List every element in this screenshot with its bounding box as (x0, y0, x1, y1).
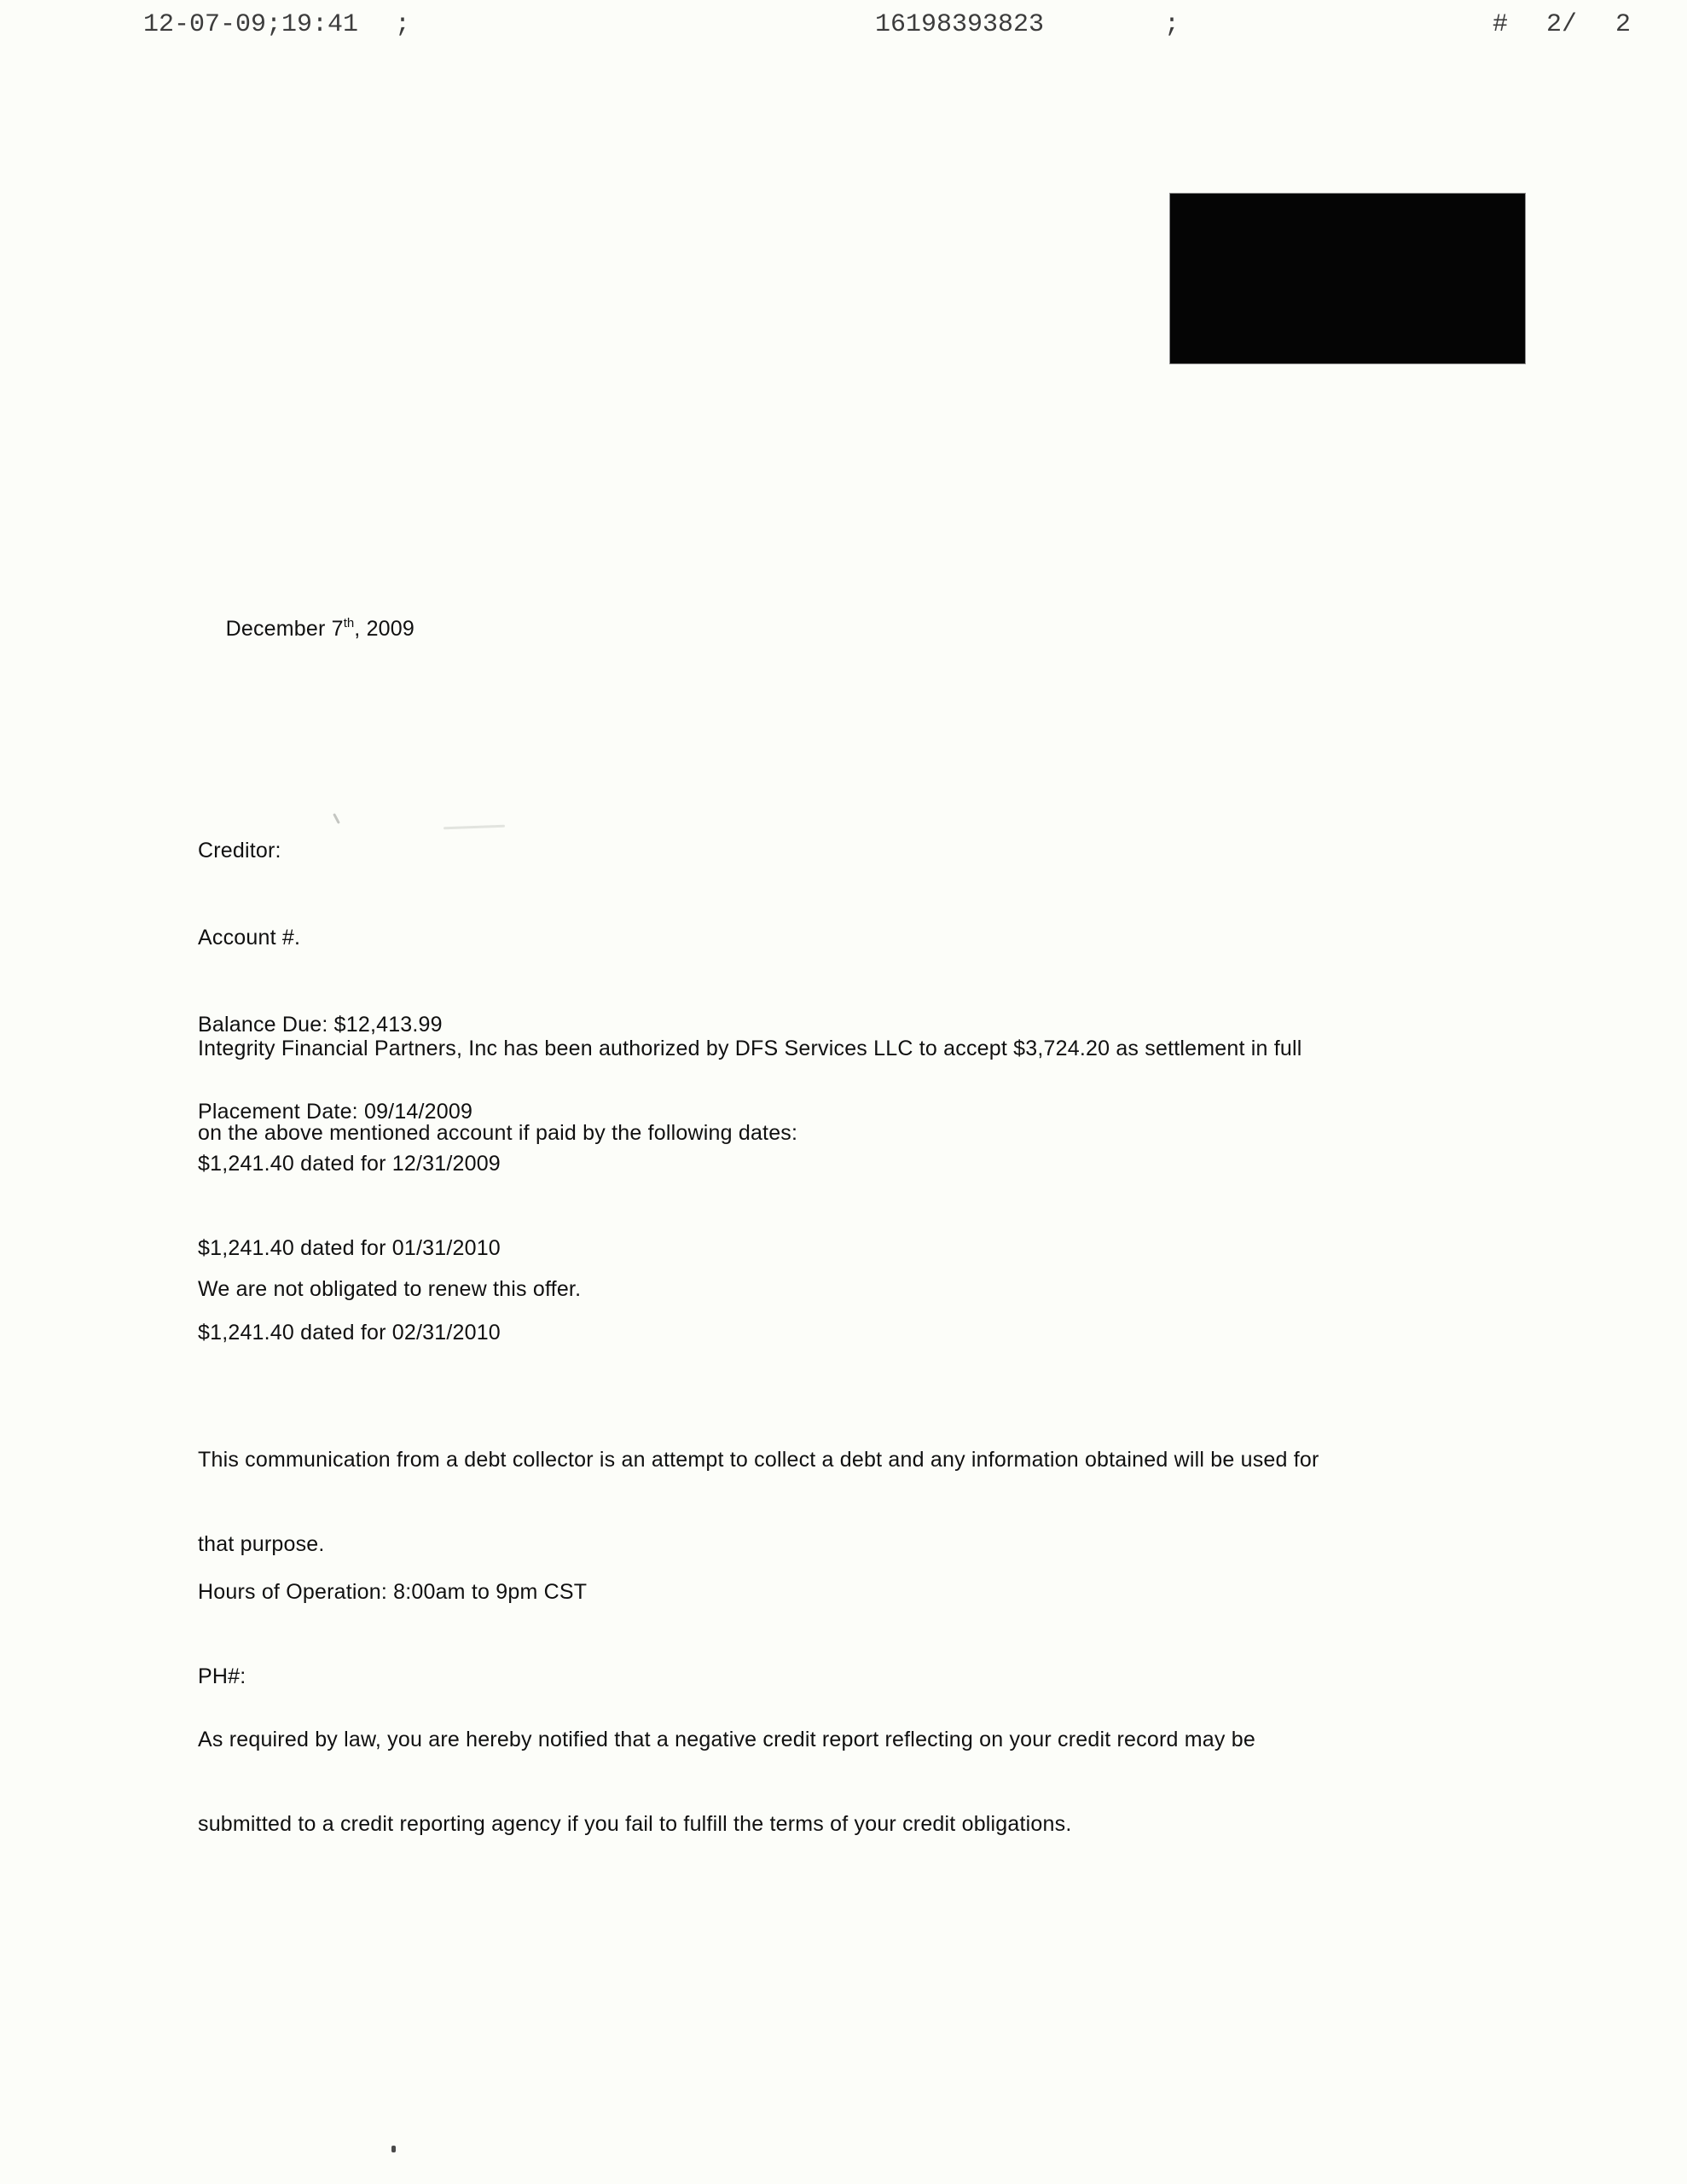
offer-disclaimer: We are not obligated to renew this offer. (198, 1277, 582, 1301)
balance-due-line: Balance Due: $12,413.99 (198, 1013, 443, 1037)
settlement-line-2: on the above mentioned account if paid by the following dates: (198, 1121, 798, 1145)
collector-notice-line-1: This communication from a debt collector is an attempt to collect a debt and any information obtained will be used for (198, 1448, 1319, 1472)
credit-notice-line-1: As required by law, you are hereby notified that a negative credit report reflecting on your credit record may be (198, 1728, 1255, 1751)
date-ordinal-superscript: th (343, 616, 355, 630)
credit-notice (198, 1670, 1255, 1895)
fax-page-indicator: # 2/ 2 (1493, 10, 1632, 39)
date-suffix: , 2009 (354, 617, 415, 641)
fax-timestamp: 12-07-09;19:41 (143, 10, 359, 39)
fax-number: 16198393823 (875, 10, 1045, 39)
settlement-line-1: Integrity Financial Partners, Inc has been authorized by DFS Services LLC to accept $3,724.20 as settlement in full (198, 1037, 1302, 1060)
credit-notice-line-2: submitted to a credit reporting agency if you fail to fulfill the terms of your credit obligations. (198, 1812, 1072, 1836)
fax-separator-2: ; (1164, 10, 1180, 39)
letter-date (201, 587, 415, 674)
hours-line: Hours of Operation: 8:00am to 9pm CST (198, 1580, 588, 1604)
creditor-line: Creditor: (198, 839, 281, 863)
placement-date-line: Placement Date: 09/14/2009 (198, 1100, 473, 1124)
fax-separator-1: ; (395, 10, 411, 39)
date-prefix: December 7 (225, 617, 344, 641)
collector-notice-line-2: that purpose. (198, 1532, 325, 1556)
phone-line: PH#: (198, 1664, 246, 1688)
payment-schedule (198, 1094, 501, 1403)
payment-line: $1,241.40 dated for 12/31/2009 (198, 1152, 501, 1176)
payment-line: $1,241.40 dated for 01/31/2010 (198, 1236, 501, 1260)
account-number-line: Account #. (198, 926, 301, 950)
payment-line: $1,241.40 dated for 02/31/2010 (198, 1321, 501, 1345)
scan-artifact-dot (391, 2146, 396, 2152)
redaction-block (1170, 194, 1525, 363)
